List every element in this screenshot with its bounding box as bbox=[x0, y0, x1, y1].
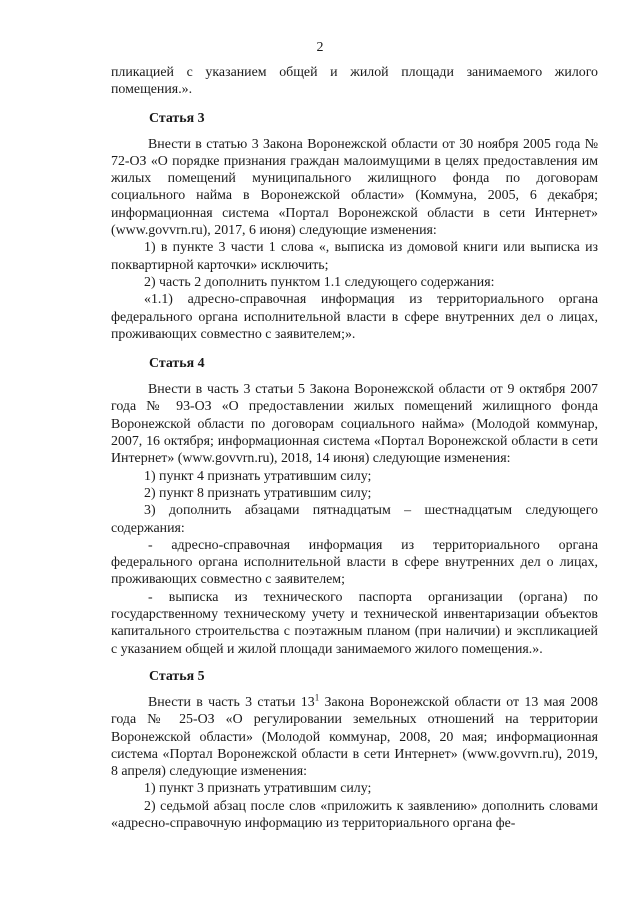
paragraph bbox=[111, 694, 598, 780]
paragraph: Внести в часть 3 статьи 5 Закона Воронежской области от 9 октября 2007 года № 93-ОЗ «О предоставлении жилых помещений жилищного фонда Воронежской области по договорам социального найма» (Молодой коммунар, 2007, 16 октября; информационная система «Портал Воронежской области в сети Интернет» (www.govvrn.ru), 2018, 14 июня) следующие изменения: bbox=[111, 382, 598, 467]
paragraph: 2) седьмой абзац после слов «приложить к заявлению» дополнить словами «адресно-справочную информацию из территориального органа фе- bbox=[111, 798, 598, 831]
article-heading: Статья 4 bbox=[149, 356, 205, 372]
paragraph: - выписка из технического паспорта организации (органа) по государственному техническому учету и технической инвентаризации объектов капитального строительства с поэтажным планом (при наличии) и экспликацией с указанием общей и жилой площади занимаемого жилого помещения.». bbox=[111, 589, 598, 657]
superscript: 1 bbox=[314, 692, 320, 703]
paragraph: 2) часть 2 дополнить пунктом 1.1 следующего содержания: bbox=[144, 274, 495, 290]
paragraph: Внести в статью 3 Закона Воронежской области от 30 ноября 2005 года № 72-ОЗ «О порядке признания граждан малоимущими в целях предоставления им жилых помещений муниципального жилищного фонда по договорам социального найма в Воронежской области» (Коммуна, 2005, 6 декабря; информационная система «Портал Воронежской области в сети Интернет» (www.govvrn.ru), 2017, 6 июня) следующие изменения: bbox=[111, 136, 598, 239]
article-heading: Статья 5 bbox=[149, 668, 205, 684]
paragraph: «1.1) адресно-справочная информация из территориального органа федерального органа исполнительной власти в сфере внутренних дел о лицах, проживающих совместно с заявителем;». bbox=[111, 292, 598, 342]
document-body bbox=[111, 64, 598, 832]
paragraph: - адресно-справочная информация из территориального органа федерального органа исполнительной власти в сфере внутренних дел о лицах, проживающих совместно с заявителем; bbox=[111, 537, 598, 588]
paragraph: 2) пункт 8 признать утратившим силу; bbox=[144, 485, 372, 501]
paragraph: 3) дополнить абзацами пятнадцатым – шестнадцатым следующего содержания: bbox=[111, 503, 598, 536]
paragraph: 1) пункт 4 признать утратившим силу; bbox=[144, 468, 372, 484]
paragraph: 1) пункт 3 признать утратившим силу; bbox=[144, 781, 372, 797]
paragraph: 1) в пункте 3 части 1 слова «, выписка из домовой книги или выписка из поквартирной карточки» исключить; bbox=[111, 240, 598, 273]
page-number: 2 bbox=[316, 40, 324, 55]
paragraph-text-start: Внести в часть 3 статьи 13 bbox=[148, 694, 315, 710]
paragraph-text-end: Закона Воронежской области от 13 мая 2008 года № 25-ОЗ «О регулировании земельных отношений на территории Воронежской области» (Молодой коммунар, 2008, 20 мая; информационная система «Портал Воронежской области в сети Интернет» (www.govvrn.ru), 2019, 8 апреля) следующие изменения: bbox=[111, 694, 598, 780]
paragraph: пликацией с указанием общей и жилой площади занимаемого жилого помещения.». bbox=[111, 65, 598, 98]
article-heading: Статья 3 bbox=[149, 110, 205, 126]
